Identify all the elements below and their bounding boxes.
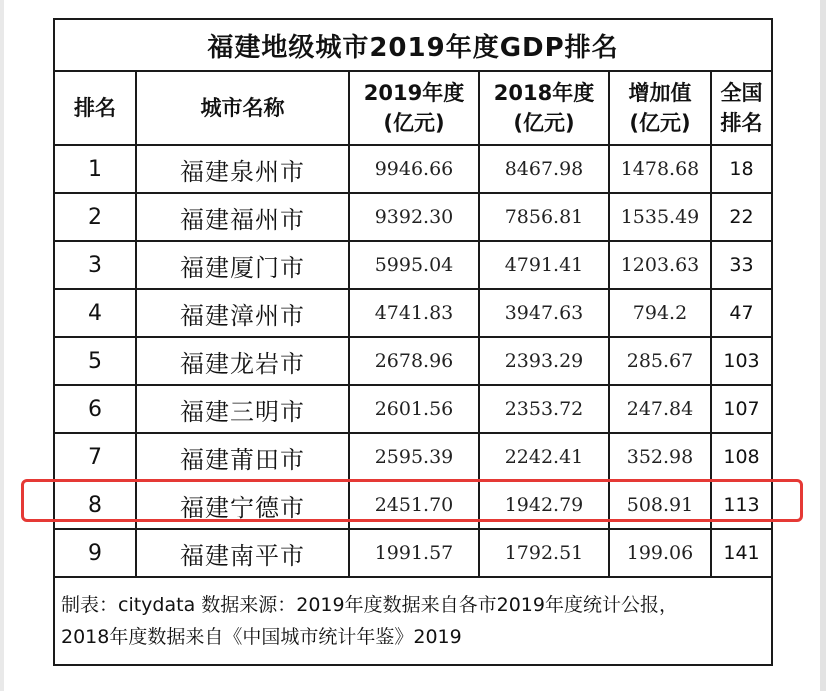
cell-gdp-2018: 2393.29	[479, 337, 609, 385]
cell-gdp-2019: 2451.70	[349, 481, 479, 529]
table-row	[54, 385, 772, 433]
cell-city: 福建厦门市	[136, 241, 349, 289]
cell-gdp-2018: 2353.72	[479, 385, 609, 433]
cell-rank: 3	[54, 241, 136, 289]
header-national-rank	[711, 71, 772, 145]
header-gdp-2018-unit: (亿元)	[513, 111, 575, 135]
cell-city: 福建宁德市	[136, 481, 349, 529]
cell-increase: 247.84	[609, 385, 711, 433]
cell-gdp-2019: 2595.39	[349, 433, 479, 481]
table-row	[54, 529, 772, 577]
cell-city: 福建龙岩市	[136, 337, 349, 385]
cell-city: 福建莆田市	[136, 433, 349, 481]
header-gdp-2019-year: 2019年度	[363, 81, 465, 105]
header-gdp-2019-unit: (亿元)	[383, 111, 445, 135]
cell-national-rank: 103	[711, 337, 772, 385]
cell-rank: 8	[54, 481, 136, 529]
cell-national-rank: 108	[711, 433, 772, 481]
cell-gdp-2019: 2678.96	[349, 337, 479, 385]
header-rank: 排名	[54, 71, 136, 145]
header-national-line1: 全国	[720, 81, 763, 105]
table-row	[54, 289, 772, 337]
cell-national-rank: 107	[711, 385, 772, 433]
cell-national-rank: 113	[711, 481, 772, 529]
header-increase-unit: (亿元)	[629, 111, 691, 135]
left-edge-shade	[0, 0, 4, 691]
header-row	[54, 71, 772, 145]
cell-gdp-2019: 9392.30	[349, 193, 479, 241]
cell-city: 福建泉州市	[136, 145, 349, 193]
cell-rank: 5	[54, 337, 136, 385]
source-note-line2: 2018年度数据来自《中国城市统计年鉴》2019	[61, 626, 462, 648]
cell-rank: 1	[54, 145, 136, 193]
cell-gdp-2019: 5995.04	[349, 241, 479, 289]
cell-city: 福建三明市	[136, 385, 349, 433]
header-increase	[609, 71, 711, 145]
cell-rank: 2	[54, 193, 136, 241]
cell-rank: 7	[54, 433, 136, 481]
table-row	[54, 433, 772, 481]
table-title: 福建地级城市2019年度GDP排名	[54, 19, 772, 71]
cell-increase: 794.2	[609, 289, 711, 337]
cell-increase: 508.91	[609, 481, 711, 529]
cell-increase: 1535.49	[609, 193, 711, 241]
header-gdp-2019	[349, 71, 479, 145]
header-national-line2: 排名	[720, 111, 763, 135]
cell-gdp-2018: 1792.51	[479, 529, 609, 577]
cell-national-rank: 18	[711, 145, 772, 193]
cell-increase: 352.98	[609, 433, 711, 481]
cell-rank: 9	[54, 529, 136, 577]
table-row	[54, 337, 772, 385]
cell-gdp-2019: 2601.56	[349, 385, 479, 433]
header-city: 城市名称	[136, 71, 349, 145]
header-gdp-2018-year: 2018年度	[493, 81, 595, 105]
cell-national-rank: 141	[711, 529, 772, 577]
gdp-ranking-table	[53, 18, 773, 666]
cell-gdp-2018: 4791.41	[479, 241, 609, 289]
source-note-line1: 制表：citydata 数据来源：2019年度数据来自各市2019年度统计公报，	[61, 594, 678, 616]
cell-increase: 1203.63	[609, 241, 711, 289]
cell-national-rank: 47	[711, 289, 772, 337]
table-row-highlighted	[54, 481, 772, 529]
header-increase-label: 增加值	[628, 81, 692, 105]
table-row	[54, 145, 772, 193]
cell-increase: 1478.68	[609, 145, 711, 193]
cell-city: 福建福州市	[136, 193, 349, 241]
cell-gdp-2019: 4741.83	[349, 289, 479, 337]
cell-national-rank: 22	[711, 193, 772, 241]
header-gdp-2018	[479, 71, 609, 145]
right-edge-shade	[820, 0, 826, 691]
cell-gdp-2018: 7856.81	[479, 193, 609, 241]
cell-rank: 6	[54, 385, 136, 433]
cell-gdp-2019: 1991.57	[349, 529, 479, 577]
cell-gdp-2018: 2242.41	[479, 433, 609, 481]
cell-rank: 4	[54, 289, 136, 337]
table-row	[54, 241, 772, 289]
cell-gdp-2019: 9946.66	[349, 145, 479, 193]
cell-city: 福建南平市	[136, 529, 349, 577]
cell-city: 福建漳州市	[136, 289, 349, 337]
cell-gdp-2018: 1942.79	[479, 481, 609, 529]
cell-gdp-2018: 8467.98	[479, 145, 609, 193]
table-row	[54, 193, 772, 241]
cell-increase: 285.67	[609, 337, 711, 385]
cell-national-rank: 33	[711, 241, 772, 289]
cell-gdp-2018: 3947.63	[479, 289, 609, 337]
source-note	[54, 577, 772, 665]
cell-increase: 199.06	[609, 529, 711, 577]
